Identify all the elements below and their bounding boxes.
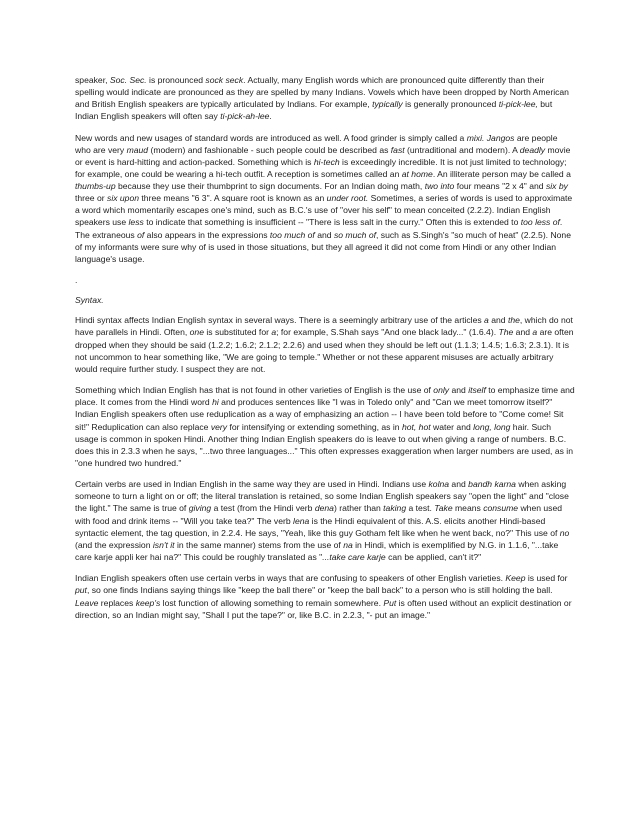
italic-text-run: hot, hot xyxy=(401,421,431,432)
italic-text-run: only xyxy=(433,385,450,396)
text-run: . An illiterate person may be called a xyxy=(432,169,571,180)
italic-text-run: long, long xyxy=(473,421,511,432)
italic-text-run: taking xyxy=(383,503,407,514)
paragraph-separator-dot xyxy=(75,274,575,286)
text-run: , such as S.Singh's "so much of heat" (2.2.5). None of my informants were sure why of is used in those situations, but they all agreed it did not come from Hindi or any other Indian language's usage. xyxy=(75,229,571,264)
italic-text-run: one xyxy=(189,327,204,338)
text-run: is used for xyxy=(525,573,568,584)
text-run: is generally pronounced xyxy=(402,99,499,110)
text-run: is substituted for xyxy=(204,327,272,338)
italic-text-run: six xyxy=(545,181,557,192)
text-run: three or xyxy=(75,193,108,204)
italic-text-run: typically xyxy=(372,99,403,110)
text-run: Indian English speakers often use certain verbs in ways that are confusing to speakers of other English varieties. xyxy=(75,573,506,584)
italic-text-run: less xyxy=(128,217,144,228)
text-run: and xyxy=(513,327,533,338)
text-run: when used with food and drink items -- "Will you take tea?" The verb xyxy=(75,503,563,526)
italic-text-run: mixi. Jangos xyxy=(466,132,515,143)
italic-text-run: a xyxy=(271,327,277,338)
italic-text-run: the xyxy=(507,315,520,326)
text-run: are often dropped when they should be said (1.2.2; 1.6.2; 2.1.2; 2.2.6) and used when they should be left out (1.1.3; 1.4.5; 1.6.3; 2.3.1). It is not uncommon to hear something like, "We are going to temple." Whether or not these apparent misuses are actually arbitrary would require further study. I suspect they are not. xyxy=(75,327,574,374)
italic-text-run: keep's xyxy=(135,597,161,608)
italic-text-run: bandh karna xyxy=(468,479,516,490)
text-run: , which do not have parallels in Hindi. Often, xyxy=(75,315,573,338)
paragraph-only-itself xyxy=(75,384,575,469)
italic-text-run: kolna xyxy=(428,479,450,490)
italic-text-run: isn't it xyxy=(152,539,175,550)
text-run: Certain verbs are used in Indian English in the same way they are used in Hindi. Indians use xyxy=(75,479,429,490)
text-run: ) rather than xyxy=(333,503,384,514)
text-run: also appears in the expressions xyxy=(144,229,270,240)
italic-text-run: very xyxy=(210,421,228,432)
italic-text-run: Put xyxy=(383,597,397,608)
italic-text-run: at home xyxy=(401,169,433,180)
text-run: can be applied, can't it?" xyxy=(385,551,482,562)
italic-text-run: itself xyxy=(468,385,486,396)
text-run: (untraditional and modern). A xyxy=(404,144,520,155)
text-run: is often used without an explicit destination or direction, so an Indian might say, "Shall I put the tape?" or, like B.C. in 2.2.3, "- put an image." xyxy=(75,597,572,620)
text-run: means xyxy=(452,503,484,514)
text-run: (modern) and fashionable - such people could be described as xyxy=(148,144,391,155)
text-run: Hindi syntax affects Indian English syntax in several ways. There is a seemingly arbitrary use of the articles xyxy=(75,315,485,326)
text-run: and xyxy=(314,229,334,240)
italic-text-run: put xyxy=(75,585,87,596)
text-run: is exceedingly incredible. It is not just limited to technology; for example, one could be wearing a hi-tech outfit. A reception is sometimes called an xyxy=(75,156,567,180)
italic-text-run: two xyxy=(424,181,439,192)
italic-text-run: deadly xyxy=(519,144,546,155)
text-run: but Indian English speakers will often say xyxy=(75,99,553,122)
italic-text-run: into xyxy=(440,181,455,192)
text-run: to indicate that something is insufficient -- "There is less salt in the curry." Often this is extended to xyxy=(143,217,521,228)
text-run: movie or event is hard-hitting and action-packed. Something which is xyxy=(75,144,571,167)
italic-text-run: maud xyxy=(126,144,149,155)
italic-text-run: Syntax. xyxy=(75,295,104,306)
text-run: . Actually, many English words which are pronounced quite differently than their spelling would indicate are pronounced as they are spelled by many Indians. Vowels which have been dropped by North American and British English speakers are typically articulated by Indians. For example, xyxy=(75,75,569,110)
text-run: . xyxy=(269,111,272,122)
text-run: because they use their thumbprint to sign documents. For an Indian doing math, xyxy=(115,181,425,192)
text-run: replaces xyxy=(98,597,136,608)
italic-text-run: hi-tech xyxy=(313,156,340,167)
text-run: and xyxy=(449,479,469,490)
italic-text-run: too less of xyxy=(520,217,560,228)
italic-text-run: Soc. Sec. xyxy=(109,75,147,85)
italic-text-run: Leave xyxy=(75,597,99,608)
text-run: a test (from the Hindi verb xyxy=(211,503,315,514)
text-run: , so one finds Indians saying things like "keep the ball there" or "keep the ball back" to a person who is still holding the ball. xyxy=(86,585,553,596)
text-run: speaker, xyxy=(75,75,110,85)
document-page xyxy=(75,74,575,630)
text-run: when asking someone to turn a light on or off; the literal translation is retained, so some Indian English speakers say "open the light" and "close the light." The same is true of xyxy=(75,479,569,514)
paragraph-keep-put xyxy=(75,572,575,620)
italic-text-run: dena xyxy=(314,503,334,514)
text-run: four means "2 x 4" and xyxy=(454,181,546,192)
italic-text-run: too much of xyxy=(269,229,315,240)
text-run: in the same manner) stems from the use of xyxy=(174,539,344,550)
text-run: is pronounced xyxy=(146,75,206,85)
italic-text-run: ti-pick-lee, xyxy=(498,99,538,110)
italic-text-run: a xyxy=(484,315,489,326)
text-run: (and the expression xyxy=(75,539,153,550)
text-run: New words and new usages of standard words are introduced as well. A food grinder is simply called a xyxy=(75,132,467,143)
text-run: for intensifying or extending something, as in xyxy=(227,421,402,432)
text-run: Sometimes, a series of words is used to approximate a word which momentarily escapes one's mind, such as B.C.'s use of "over his self" to mean conceited (2.2.2). Indian English speakers use xyxy=(75,193,573,228)
text-run: and xyxy=(449,385,469,396)
italic-text-run: of xyxy=(137,229,145,240)
text-run: and xyxy=(488,315,508,326)
italic-text-run: thumbs-up xyxy=(75,181,116,192)
italic-text-run: ti-pick-ah-lee xyxy=(220,111,270,122)
text-run: is the Hindi equivalent of this. A.S. elicits another Hindi-based syntactic element, the tag question, in 2.2.4. He says, "Yeah, like this guy Gotham felt like when he went back, no?" This use of xyxy=(75,515,560,538)
section-heading-syntax xyxy=(75,294,575,306)
text-run: and produces sentences like "I was in Toledo only" and "Can we meet tomorrow itself?" Indian English speakers often use reduplication as a way of emphasizing an action -- I have been told before to "Come come! Sit sit!" Reduplication can also replace xyxy=(75,397,564,432)
text-run: . xyxy=(75,275,78,286)
text-run: . The extraneous xyxy=(75,217,563,240)
italic-text-run: consume xyxy=(483,503,519,514)
text-run: a test. xyxy=(406,503,435,514)
text-run: water and xyxy=(430,421,474,432)
italic-text-run: six upon xyxy=(107,193,140,204)
text-run: Something which Indian English has that is not found in other varieties of English is the use of xyxy=(75,385,434,396)
text-run: in Hindi, which is exemplified by N.G. in 1.1.6, "...take care karje appli ker hai na?" This could be roughly translated as " xyxy=(75,539,559,562)
italic-text-run: sock seck xyxy=(205,75,244,85)
text-run: ; for example, S.Shah says "And one black lady..." (1.6.4). xyxy=(276,327,499,338)
italic-text-run: by xyxy=(558,181,568,192)
italic-text-run: ...take care karje xyxy=(322,551,386,562)
text-run: lost function of allowing something to remain somewhere. xyxy=(160,597,384,608)
italic-text-run: giving xyxy=(188,503,212,514)
italic-text-run: so much of xyxy=(333,229,376,240)
italic-text-run: fast xyxy=(390,144,405,155)
text-run: three means "6 3". A square root is known as an xyxy=(139,193,327,204)
italic-text-run: a xyxy=(532,327,538,338)
text-run: hair. Such usage is common in spoken Hindi. Another thing Indian English speakers do is leave to out when giving a range of numbers. B.C. does this in 2.3.3 when he says, "...two three languages..." This often expresses exaggeration when larger numbers are used, as in "one hundred two hundred." xyxy=(75,421,573,468)
paragraph-pronunciation xyxy=(75,74,575,122)
italic-text-run: under root. xyxy=(326,193,369,204)
paragraph-new-words xyxy=(75,132,575,265)
text-run: to emphasize time and place. It comes from the Hindi word xyxy=(75,385,575,408)
italic-text-run: The xyxy=(498,327,514,338)
paragraph-certain-verbs xyxy=(75,478,575,563)
italic-text-run: Keep xyxy=(505,573,526,584)
italic-text-run: hi xyxy=(212,397,219,408)
italic-text-run: Take xyxy=(434,503,453,514)
text-run: are people who are very xyxy=(75,132,558,155)
italic-text-run: no xyxy=(559,527,570,538)
italic-text-run: na xyxy=(343,539,353,550)
italic-text-run: lena xyxy=(293,515,310,526)
paragraph-articles xyxy=(75,314,575,374)
